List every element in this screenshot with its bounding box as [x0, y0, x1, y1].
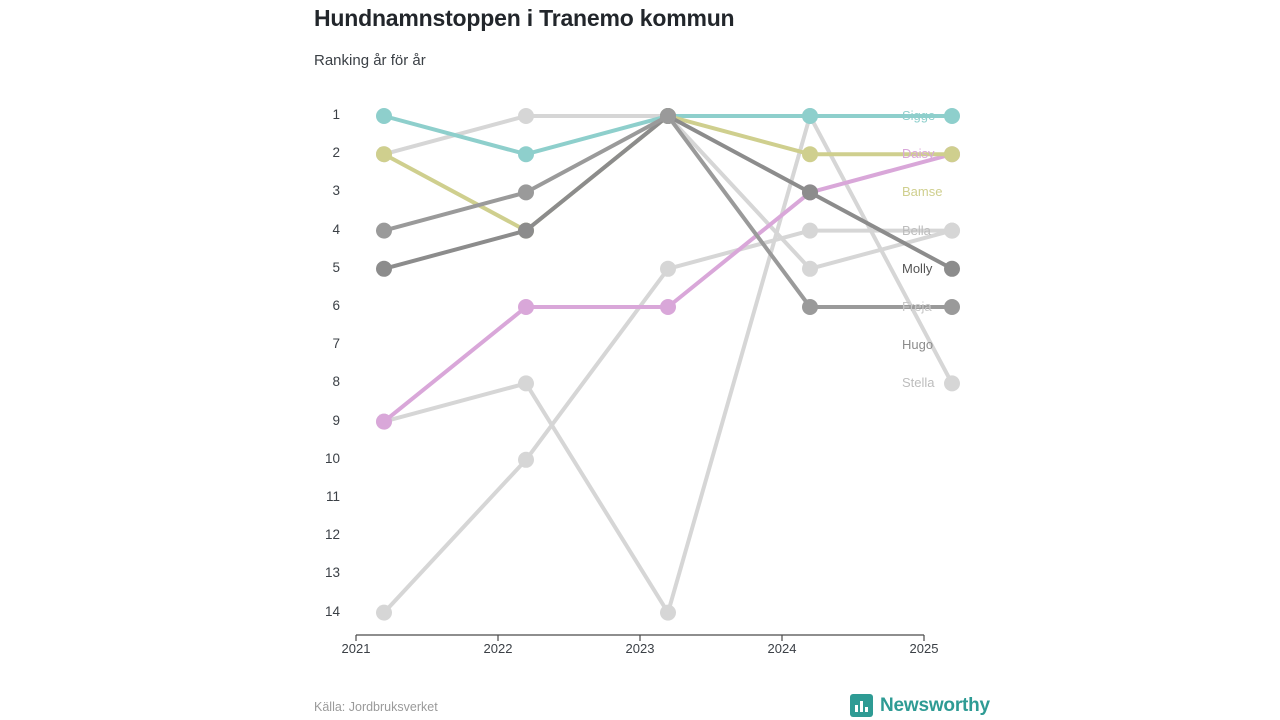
data-point[interactable]: [944, 146, 960, 162]
y-axis-tick-label: 11: [325, 489, 340, 504]
y-axis-tick-label: 13: [324, 565, 340, 581]
series-label-sigge: Sigge: [902, 108, 936, 123]
page-title: Hundnamnstoppen i Tranemo kommun: [314, 5, 735, 31]
data-point[interactable]: [376, 261, 392, 277]
source-note: Källa: Jordbruksverket: [314, 700, 438, 714]
data-point[interactable]: [944, 223, 960, 239]
data-point[interactable]: [376, 223, 392, 239]
data-point[interactable]: [660, 261, 676, 277]
series-line: [384, 116, 952, 307]
series-bamse: [376, 108, 960, 239]
data-point[interactable]: [518, 108, 534, 124]
data-point[interactable]: [518, 375, 534, 391]
data-point[interactable]: [802, 223, 818, 239]
data-point[interactable]: [518, 184, 534, 200]
x-axis-tick-label: 2023: [625, 641, 655, 656]
x-axis-tick-label: 2025: [909, 641, 939, 656]
series-label-hugo: Hugo: [902, 337, 934, 353]
data-point[interactable]: [802, 299, 818, 315]
data-point[interactable]: [660, 108, 676, 124]
series-hugo: [376, 223, 960, 621]
data-point[interactable]: [944, 299, 960, 315]
series-line: [384, 154, 952, 421]
data-point[interactable]: [376, 146, 392, 162]
series-line: [384, 116, 952, 613]
data-point[interactable]: [944, 375, 960, 391]
series-line: [384, 231, 952, 613]
data-point[interactable]: [944, 261, 960, 277]
series-label-bella: Bella: [902, 222, 931, 238]
data-point[interactable]: [376, 414, 392, 430]
series-stella: [376, 108, 960, 621]
series-label-molly: Molly: [902, 260, 933, 276]
series-label-daisy: Daisy: [902, 146, 935, 162]
bar-chart-icon: [850, 694, 873, 717]
data-point[interactable]: [802, 184, 818, 200]
y-axis-tick-label: 5: [332, 259, 340, 275]
y-axis-tick-label: 8: [332, 374, 340, 390]
series-layer: [376, 108, 960, 621]
data-point[interactable]: [376, 108, 392, 124]
y-axis-tick-label: 12: [324, 527, 340, 543]
series-label-bamse: Bamse: [902, 184, 943, 200]
data-point[interactable]: [518, 146, 534, 162]
series-bella: [376, 108, 960, 277]
y-axis-tick-label: 2: [332, 145, 340, 161]
y-axis-tick-label: 1: [332, 107, 340, 122]
y-axis-tick-label: 6: [332, 298, 340, 313]
data-point[interactable]: [802, 146, 818, 162]
data-point[interactable]: [660, 299, 676, 315]
data-point[interactable]: [944, 108, 960, 124]
chart-subtitle: Ranking år för år: [314, 52, 426, 69]
data-point[interactable]: [518, 223, 534, 239]
y-axis-tick-label: 7: [332, 336, 340, 352]
y-axis-tick-label: 14: [324, 603, 340, 619]
x-axis-tick-label: 2021: [341, 641, 371, 656]
x-axis-tick-label: 2022: [483, 641, 513, 656]
data-point[interactable]: [518, 299, 534, 315]
data-point[interactable]: [660, 605, 676, 621]
y-axis-tick-label: 9: [332, 412, 340, 428]
brand-logo: [850, 694, 990, 717]
brand-name: Newsworthy: [880, 694, 990, 716]
x-axis-tick-label: 2024: [767, 641, 797, 656]
data-point[interactable]: [376, 605, 392, 621]
series-label-freja: Freja: [902, 299, 932, 314]
y-axis-tick-label: 3: [332, 183, 340, 199]
series-label-stella: Stella: [902, 375, 935, 391]
series-daisy: [376, 146, 960, 429]
data-point[interactable]: [518, 452, 534, 468]
y-axis-tick-label: 4: [332, 221, 340, 237]
data-point[interactable]: [802, 261, 818, 277]
data-point[interactable]: [802, 108, 818, 124]
y-axis-tick-label: 10: [324, 450, 340, 466]
